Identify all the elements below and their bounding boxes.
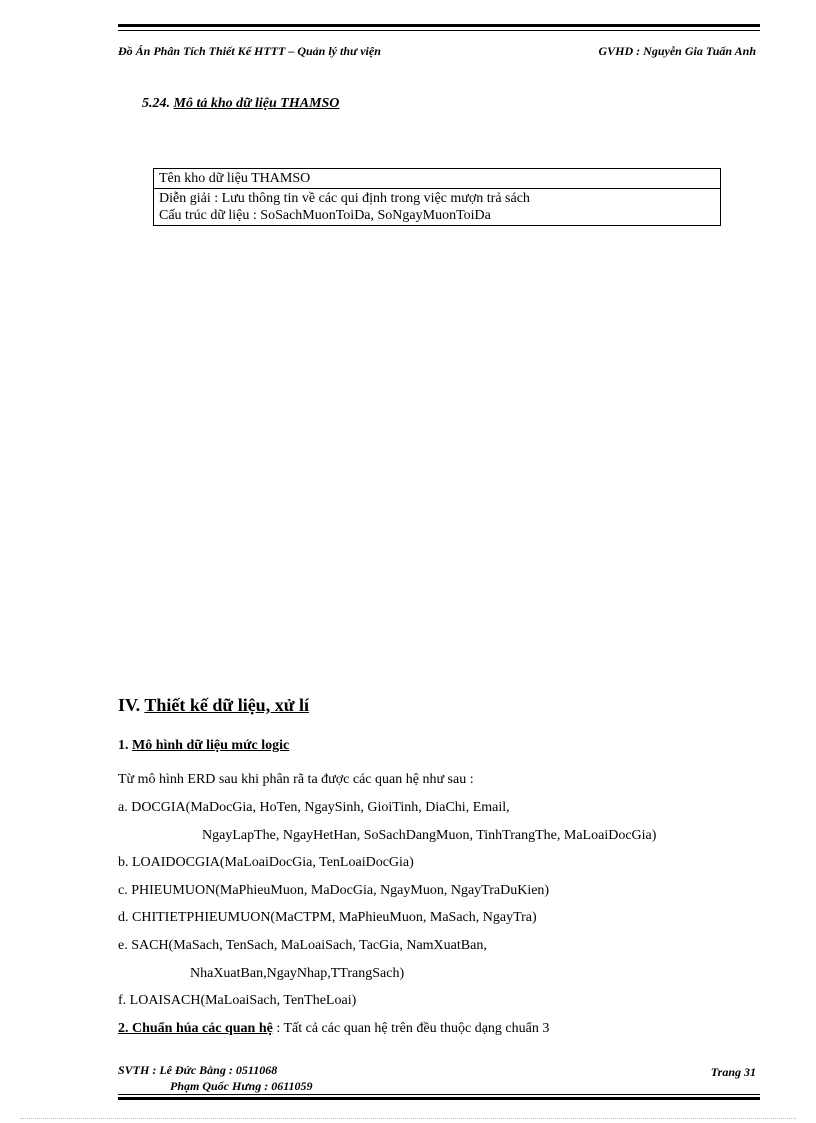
table-row — [154, 169, 721, 189]
relation-f: f. LOAISACH(MaLoaiSach, TenTheLoai) — [118, 993, 357, 1008]
footer-svth-1: SVTH : Lê Đức Bằng : 0511068 — [118, 1063, 278, 1077]
relation-a-line2: NgayLapThe, NgayHetHan, SoSachDangMuon, TinhTrangThe, MaLoaiDocGia) — [202, 828, 657, 843]
store-desc: Diễn giải : Lưu thông tin về các qui định trong việc mượn trả sách — [159, 191, 530, 206]
subsection-2-title: 2. Chuẩn húa các quan hệ — [118, 1021, 273, 1036]
header-left: Đồ Án Phân Tích Thiết Kế HTTT – Quản lý thư viện — [118, 44, 381, 58]
header-right: GVHD : Nguyễn Gia Tuấn Anh — [598, 44, 756, 58]
store-name-cell: Tên kho dữ liệu THAMSO — [154, 169, 721, 189]
relation-d: d. CHITIETPHIEUMUON(MaCTPM, MaPhieuMuon, MaSach, NgayTra) — [118, 910, 537, 925]
part-heading — [118, 695, 309, 716]
relation-a-line1: a. DOCGIA(MaDocGia, HoTen, NgaySinh, GioiTinh, DiaChi, Email, — [118, 800, 510, 815]
header-rule-thin — [118, 30, 760, 31]
subsection-1-title: Mô hình dữ liệu mức logic — [132, 738, 290, 753]
subsection-2 — [118, 1021, 549, 1037]
header-rule-thick — [118, 24, 760, 27]
footer-rule-thick — [118, 1097, 760, 1100]
part-number: IV. — [118, 695, 141, 715]
section-title-text: Mô tả kho dữ liệu THAMSO — [173, 96, 340, 111]
footer-svth-2: Phạm Quốc Hưng : 0611059 — [170, 1079, 313, 1093]
subsection-1-number: 1. — [118, 738, 129, 753]
relation-c: c. PHIEUMUON(MaPhieuMuon, MaDocGia, NgayMuon, NgayTraDuKien) — [118, 883, 550, 898]
subsection-1-heading — [118, 738, 289, 754]
subsection-2-text: : Tất cả các quan hệ trên đều thuộc dạng chuẩn 3 — [272, 1021, 550, 1036]
relation-b: b. LOAIDOCGIA(MaLoaiDocGia, TenLoaiDocGia) — [118, 855, 414, 870]
store-structure: Cấu trúc dữ liệu : SoSachMuonToiDa, SoNgayMuonToiDa — [159, 208, 491, 223]
page-edge-dotted-line — [20, 1118, 796, 1119]
store-desc-cell — [154, 189, 721, 226]
data-store-table — [153, 168, 721, 226]
page-number: Trang 31 — [710, 1065, 756, 1079]
table-row — [154, 189, 721, 226]
intro-text: Từ mô hình ERD sau khi phân rã ta được các quan hệ như sau : — [118, 772, 474, 787]
relation-e-line2: NhaXuatBan,NgayNhap,TTrangSach) — [190, 966, 405, 981]
section-number: 5.24. — [142, 96, 170, 111]
footer-rule-thin — [118, 1094, 760, 1095]
relation-e-line1: e. SACH(MaSach, TenSach, MaLoaiSach, TacGia, NamXuatBan, — [118, 938, 487, 953]
part-title: Thiết kế dữ liệu, xử lí — [144, 695, 309, 715]
section-title — [142, 96, 339, 112]
